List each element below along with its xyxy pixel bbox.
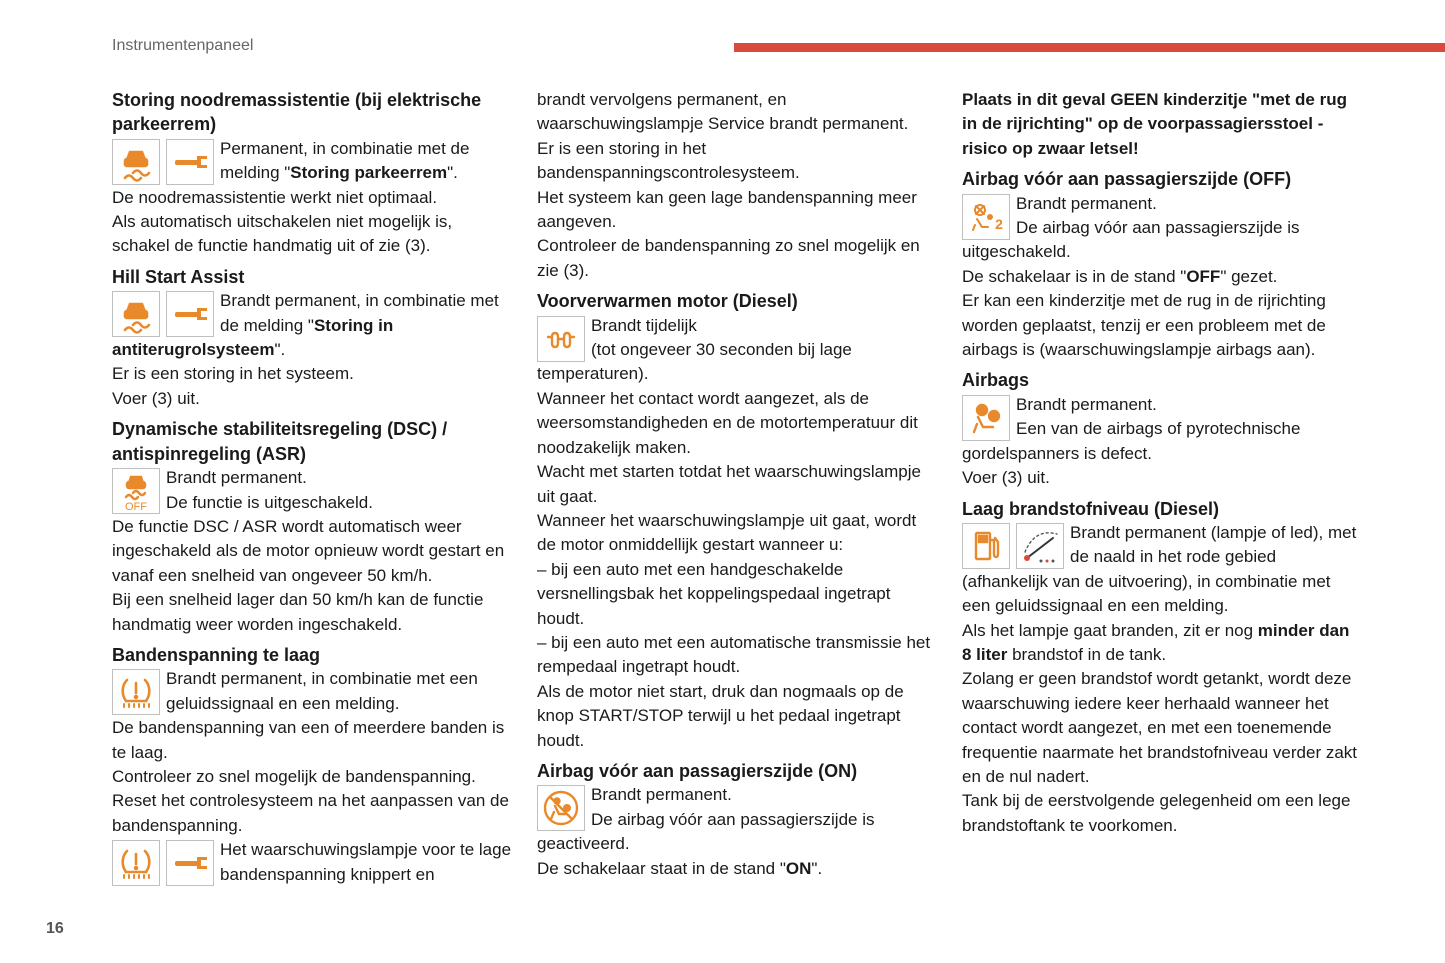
section-heading: Storing noodremassistentie (bij elektrische parkeerrem) <box>112 90 482 135</box>
section-heading: Airbags <box>962 370 1030 391</box>
airbag-icon <box>962 395 1010 441</box>
body-text: Controleer de bandenspanning zo snel mogelijk en zie (3). <box>537 236 920 280</box>
section-body <box>112 838 512 887</box>
wrench-icon <box>166 291 214 337</box>
section-heading: Airbag vóór aan passagierszijde (ON) <box>537 760 858 781</box>
glow-plug-icon <box>537 316 585 362</box>
fuel-gauge-icon <box>1016 523 1064 569</box>
body-text: Brandt permanent. <box>1016 193 1157 213</box>
page-number: 16 <box>46 920 64 937</box>
column-3: Plaats in dit geval GEEN kinderzitje "met de rug in de rijrichting" op de voorpassagiersstoel - risico op zwaar letsel! Airbag vóór aan passagierszijde (OFF) 2 Brandt permanent. De airbag vóór aan passagierszijde is uitgeschakeld. De schakelaar is in de stand "OFF" gezet. Er kan een kinderzitje met de rug in de rijrichting worden geplaatst, tenzij er een probleem met de airbags is (waarschuwingslampje airbags aan). Airbags Brandt permanent. Een van de airbags of pyrotechnische gordelspanners is defect. Voer (3) uit. Laag brandstofniveau (Diesel) Brandt permanent (lampje of led), met de naald in het rode gebied (afhankelijk van de uitvoering), in combinatie met een geluidssignaal en een melding. Als het lampje gaat branden, zit er nog minder dan 8 liter brandstof in de tank. Zolang er geen brandstof wordt getankt, wordt deze waarschuwing iedere keer herhaald wanneer het contact wordt aangezet, en met een toenemende frequentie naarmate het brandstofniveau verder zakt en de nul nadert. Tank bij de eerstvolgende gelegenheid om een lege brandstoftank te voorkomen. <box>962 88 1362 838</box>
body-text: Tank bij de eerstvolgende gelegenheid om een lege brandstoftank te voorkomen. <box>962 791 1351 835</box>
section-heading: Airbag vóór aan passagierszijde (OFF) <box>962 169 1292 190</box>
section-body <box>537 314 937 387</box>
section-heading: Bandenspanning te laag <box>112 644 321 665</box>
body-text: Wanneer het waarschuwingslampje uit gaat, wordt de motor onmiddellijk gestart wanneer u: <box>537 510 917 555</box>
body-text: Wacht met starten totdat het waarschuwingslampje uit gaat. <box>537 462 921 506</box>
body-text: Voer (3) uit. <box>962 468 1050 488</box>
body-text: Brandt permanent (lampje of led), met de naald in het rode gebied (afhankelijk van de uitvoering), in combinatie met een geluidssignaal en een melding. <box>962 522 1357 616</box>
body-text: Brandt permanent, in combinatie met een geluidssignaal en een melding. <box>166 669 478 713</box>
header-title: Instrumentenpaneel <box>112 37 254 54</box>
section-body <box>537 783 937 856</box>
dsc-off-icon <box>112 468 160 514</box>
section-body <box>962 393 1362 466</box>
tyre-pressure-icon <box>112 669 160 715</box>
body-text: De noodremassistentie werkt niet optimaal. <box>112 187 438 207</box>
body-text: Als de motor niet start, druk dan nogmaals op de knop START/STOP terwijl u het pedaal ingetrapt houdt. <box>537 681 904 750</box>
list-item: – bij een auto met een automatische transmissie het rempedaal ingetrapt houdt. <box>537 632 931 677</box>
body-text: Wanneer het contact wordt aangezet, als de weersomstandigheden en de motortemperatuur dit noodzakelijk maken. <box>537 388 918 457</box>
section-body: Permanent, in combinatie met de melding "Storing parkeerrem". <box>112 137 512 186</box>
section-body <box>962 521 1362 619</box>
column-2: brandt vervolgens permanent, en waarschuwingslampje Service brandt permanent. Er is een storing in het bandenspanningscontrolesysteem. Het systeem kan geen lage bandenspanning meer aangeven. Controleer de bandenspanning zo snel mogelijk en zie (3). Voorverwarmen motor (Diesel) Brandt tijdelijk (tot ongeveer 30 seconden bij lage temperaturen). Wanneer het contact wordt aangezet, als de weersomstandigheden en de motortemperatuur dit noodzakelijk maken. Wacht met starten totdat het waarschuwingslampje uit gaat. Wanneer het waarschuwingslampje uit gaat, wordt de motor onmiddellijk gestart wanneer u: – bij een auto met een handgeschakelde versnellingsbak het koppelingspedaal ingetrapt houdt. – bij een auto met een automatische transmissie het rempedaal ingetrapt houdt. Als de motor niet start, druk dan nogmaals op de knop START/STOP terwijl u het pedaal ingetrapt houdt. Airbag vóór aan passagierszijde (ON) Brandt permanent. De airbag vóór aan passagierszijde is geactiveerd. De schakelaar staat in de stand "ON". <box>537 88 937 881</box>
airbag-off-number: 2 <box>995 215 1003 232</box>
skid-car-icon <box>112 291 160 337</box>
wrench-icon <box>166 139 214 185</box>
body-text: Brandt tijdelijk <box>591 315 697 335</box>
section-body <box>112 466 512 515</box>
off-label: OFF <box>125 501 147 514</box>
body-text: Het systeem kan geen lage bandenspanning meer aangeven. <box>537 187 917 232</box>
section-body <box>112 667 512 716</box>
body-text: Controleer zo snel mogelijk de bandenspanning. <box>112 766 476 786</box>
warning-note: Plaats in dit geval GEEN kinderzitje "met de rug in de rijrichting" op de voorpassagiersstoel - risico op zwaar letsel! <box>962 90 1347 158</box>
wrench-icon <box>166 840 214 886</box>
fuel-pump-icon <box>962 523 1010 569</box>
body-text: Reset het controlesysteem na het aanpassen van de bandenspanning. <box>112 791 509 835</box>
skid-car-icon <box>112 139 160 185</box>
body-text: Er kan een kinderzitje met de rug in de rijrichting worden geplaatst, tenzij er een probleem met de airbags is (waarschuwingslampje airbags aan). <box>962 291 1326 360</box>
header-accent-bar <box>734 43 1445 52</box>
section-heading: Laag brandstofniveau (Diesel) <box>962 498 1220 519</box>
list-item: – bij een auto met een handgeschakelde versnellingsbak het koppelingspedaal ingetrapt houdt. <box>537 559 891 628</box>
body-text: Brandt permanent. <box>1016 394 1157 414</box>
body-text: Als automatisch uitschakelen niet mogelijk is, schakel de functie handmatig uit of zie (3). <box>112 212 453 256</box>
body-text: De functie is uitgeschakeld. <box>166 492 373 512</box>
airbag-off-icon <box>962 194 1010 240</box>
section-body <box>962 192 1362 265</box>
section-heading: Hill Start Assist <box>112 266 245 287</box>
body-text: Een van de airbags of pyrotechnische gordelspanners is defect. <box>962 419 1301 463</box>
body-text: (tot ongeveer 30 seconden bij lage temperaturen). <box>537 340 852 384</box>
body-text: De airbag vóór aan passagierszijde is geactiveerd. <box>537 809 875 854</box>
body-text: Voer (3) uit. <box>112 388 200 408</box>
body-text: Bij een snelheid lager dan 50 km/h kan de functie handmatig weer worden ingeschakeld. <box>112 590 484 634</box>
body-text: brandt vervolgens permanent, en waarschuwingslampje Service brandt permanent. <box>537 90 909 134</box>
section-heading: Voorverwarmen motor (Diesel) <box>537 291 798 312</box>
body-text: Zolang er geen brandstof wordt getankt, wordt deze waarschuwing iedere keer herhaald wanneer het contact wordt aangezet, en met een toenemende frequentie naarmate het brandstofniveau verder zakt en de nul nadert. <box>962 669 1358 786</box>
body-text: Er is een storing in het bandenspanningscontrolesysteem. <box>537 138 800 183</box>
section-body: Brandt permanent, in combinatie met de melding "Storing in antiterugrolsysteem". <box>112 291 499 360</box>
body-text: Het waarschuwingslampje voor te lage bandenspanning knippert en <box>220 840 512 884</box>
body-text: Brandt permanent. <box>591 785 732 805</box>
body-text: De airbag vóór aan passagierszijde is uitgeschakeld. <box>962 218 1300 262</box>
column-1 <box>112 88 512 887</box>
airbag-on-icon <box>537 785 585 831</box>
body-text: De functie DSC / ASR wordt automatisch weer ingeschakeld als de motor opnieuw wordt gestart en vanaf een snelheid van ongeveer 50 km/h. <box>112 516 505 585</box>
section-heading: Dynamische stabiliteitsregeling (DSC) / antispinregeling (ASR) <box>112 419 448 464</box>
body-text: De bandenspanning van een of meerdere banden is te laag. <box>112 718 505 762</box>
tyre-pressure-icon <box>112 840 160 886</box>
body-text: Brandt permanent. <box>166 468 307 488</box>
body-text: Er is een storing in het systeem. <box>112 364 354 384</box>
